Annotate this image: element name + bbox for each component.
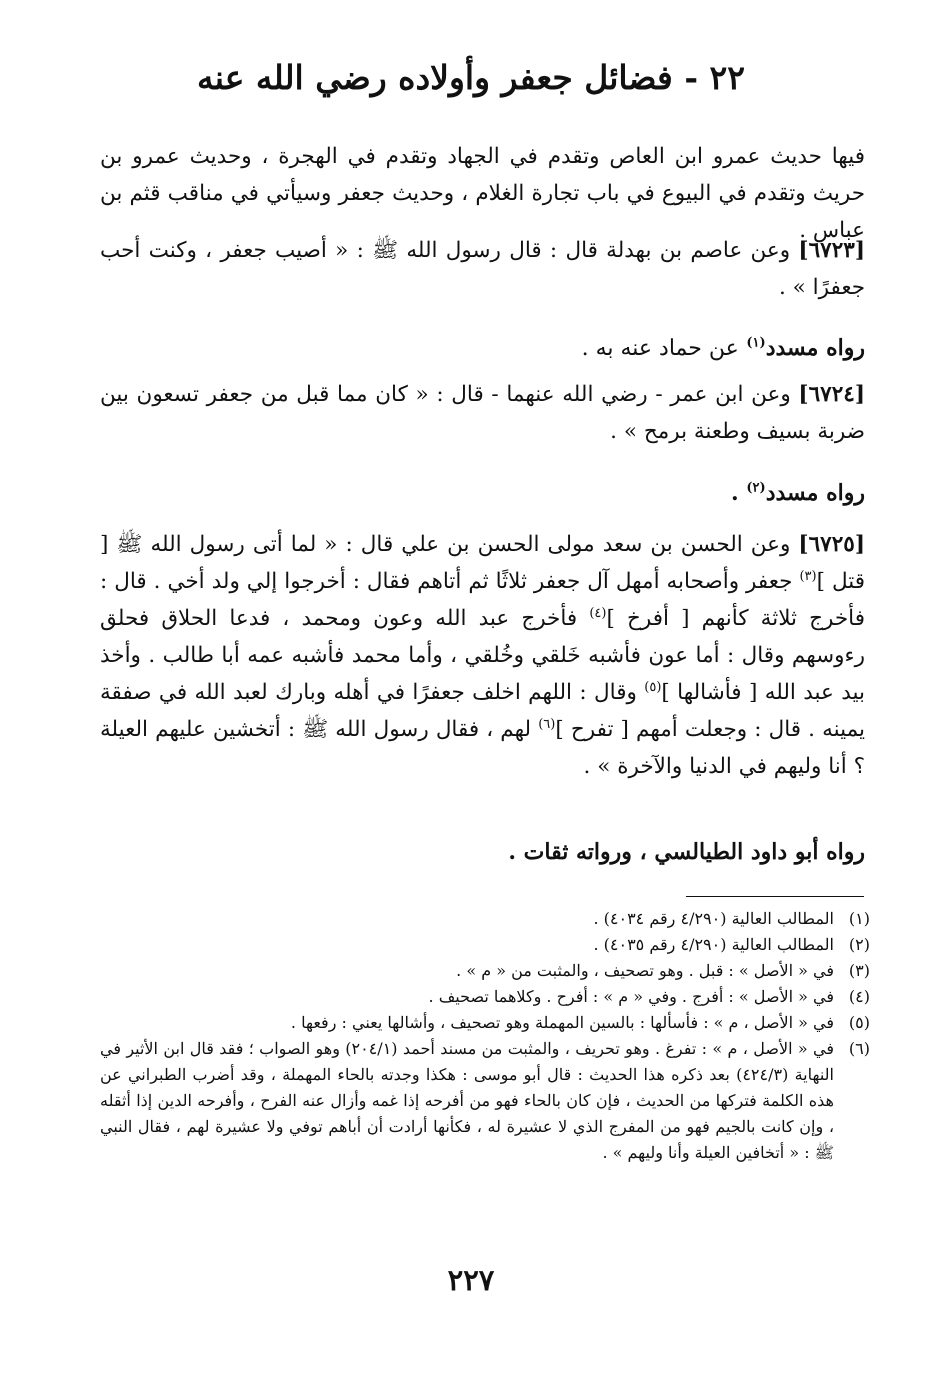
footnote-text: في « الأصل ، م » : تفرغ . وهو تحريف ، والمثبت من مسند أحمد (٢٠٤/١) وهو الصواب ؛ فقد قال ابن الأثير في النهاية (٤٢٤/٣) بعد ذكره هذا الحديث : قال أبو موسى : هكذا وجدته بالحاء المهملة ، وقد أضرب الطبراني عن هذه الكلمة فتركها من الحديث ، فإن كان بالحاء فهو من أفرحه إذا غمه وأزال عنه الفرح ، وأفرحه الدين إذا أثقله ، وإن كانت بالجيم فهو من المفرج الذي لا عشيرة له ، فكأنها أرادت أن أباهم توفي ولا عشيرة لهم ، فقال النبي ﷺ : « أتخافين العيلة وأنا وليهم » . [100, 1039, 835, 1162]
hadith-6725-source: رواه أبو داود الطيالسي ، ورواته ثقات . [508, 839, 865, 865]
hadith-number: [٦٧٢٣] [798, 238, 865, 263]
hadith-6723-source [100, 330, 865, 367]
hadith-6724 [100, 376, 865, 450]
hadith-text-part2: جعفر وأصحابه أمهل آل جعفر ثلاثًا ثم أتاهم فقال : أخرجوا إلي ولد أخي . قال : فأخرج ثلاثة كأنهم [ أفرخ ] [100, 569, 865, 631]
footnote-ref-6: (٦) [538, 716, 556, 732]
footnote-1 [100, 906, 870, 932]
hadith-6725 [100, 526, 865, 785]
footnote-ref-3: (٣) [799, 568, 817, 584]
footnote-3 [100, 958, 870, 984]
source-rest: عن حماد عنه به . [581, 336, 739, 361]
hadith-6724-source [100, 475, 865, 512]
footnote-number: (٣) [848, 961, 870, 980]
footnote-2 [100, 932, 870, 958]
hadith-6723 [100, 232, 865, 306]
page-number: ٢٢٧ [447, 1263, 495, 1297]
footnote-ref: (٢) [746, 480, 766, 496]
footnote-number: (٢) [848, 935, 870, 954]
footnote-number: (٥) [848, 1013, 870, 1032]
hadith-text-part1: وعن الحسن بن سعد مولى الحسن بن علي قال : « لما أتى رسول الله ﷺ [ قتل ] [100, 532, 865, 594]
footnote-ref: (١) [746, 335, 766, 351]
footnotes [100, 906, 870, 1166]
hadith-number: [٦٧٢٥] [798, 532, 865, 557]
footnote-4 [100, 984, 870, 1010]
footnote-number: (٤) [848, 987, 870, 1006]
hadith-number: [٦٧٢٤] [798, 382, 865, 407]
footnote-ref-4: (٤) [589, 605, 607, 621]
footnote-5 [100, 1010, 870, 1036]
footnote-number: (١) [848, 909, 870, 928]
footnote-text: المطالب العالية (٤/٢٩٠ رقم ٤٠٣٤) . [593, 909, 834, 928]
footnote-text: المطالب العالية (٤/٢٩٠ رقم ٤٠٣٥) . [593, 935, 834, 954]
footnote-ref-5: (٥) [644, 679, 662, 695]
hadith-text: وعن عاصم بن بهدلة قال : قال رسول الله ﷺ : « أصيب جعفر ، وكنت أحب جعفرًا » . [100, 238, 865, 300]
hadith-text-part3: فأخرج عبد الله وعون ومحمد ، فدعا الحلاق فحلق رءوسهم وقال : أما عون فأشبه خَلقي وخُلقي ، وأما محمد فأشبه عمه أبا طالب . وأخذ بيد عبد الله [ فأشالها ] [100, 606, 865, 705]
footnote-text: في « الأصل » : قبل . وهو تصحيف ، والمثبت من « م » . [456, 961, 834, 980]
hadith-text-part5: لهم ، فقال رسول الله ﷺ : أتخشين عليهم العيلة ؟ أنا وليهم في الدنيا والآخرة » . [100, 717, 865, 779]
source-label: رواه مسدد [765, 335, 865, 361]
hadith-text: وعن ابن عمر - رضي الله عنهما - قال : « كان مما قبل من جعفر تسعون بين ضربة بسيف وطعنة برمح » . [100, 382, 865, 444]
intro-paragraph: فيها حديث عمرو ابن العاص وتقدم في الجهاد وتقدم في الهجرة ، وحديث عمرو بن حريث وتقدم في البيوع في باب تجارة الغلام ، وحديث جعفر وسيأتي في مناقب قثم بن عباس . [100, 144, 865, 243]
footnote-text: في « الأصل » : أفرج . وفي « م » : أفرح . وكلاهما تصحيف . [428, 987, 834, 1006]
hadith-text-part4: وقال : اللهم اخلف جعفرًا في أهله وبارك لعبد الله في صفقة يمينه . قال : وجعلت أمهم [ تفرح ] [100, 680, 865, 742]
footnote-divider [686, 896, 864, 897]
footnote-number: (٦) [848, 1039, 870, 1058]
footnote-text: في « الأصل ، م » : فأسألها : بالسين المهملة وهو تصحيف ، وأشالها يعني : رفعها . [290, 1013, 834, 1032]
footnote-6 [100, 1036, 870, 1166]
chapter-title: ٢٢ - فضائل جعفر وأولاده رضي الله عنه [197, 58, 745, 97]
source-rest: . [731, 480, 739, 506]
source-label: رواه مسدد [765, 480, 865, 506]
